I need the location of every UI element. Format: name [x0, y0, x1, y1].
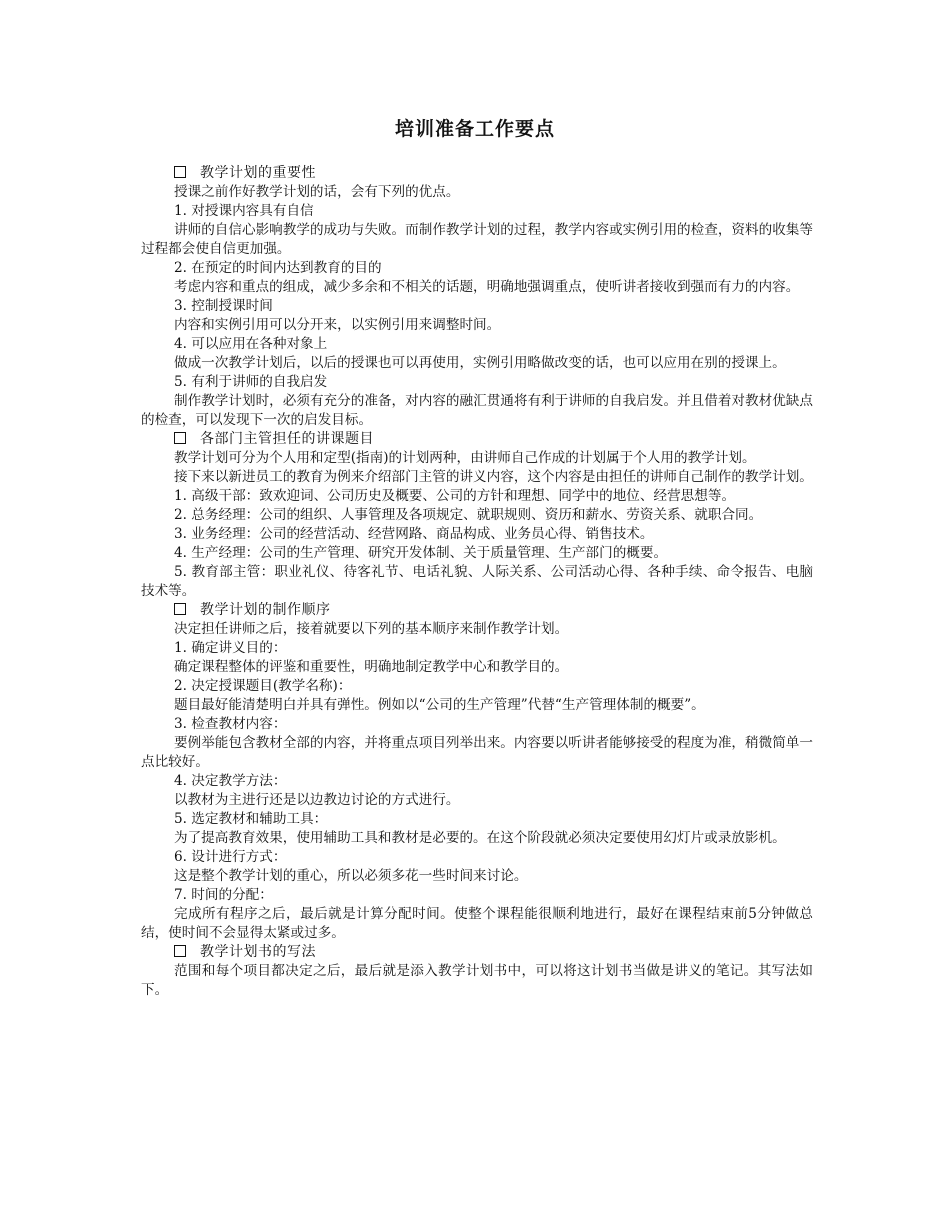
document-body: [141, 164, 813, 1000]
body-paragraph: 1. 对授课内容具有自信: [174, 203, 314, 219]
body-paragraph: 5. 有利于讲师的自我启发: [174, 374, 328, 390]
body-paragraph: 题目最好能清楚明白并具有弹性。例如以“公司的生产管理”代替“生产管理体制的概要”。: [174, 697, 705, 713]
body-paragraph: 这是整个教学计划的重心，所以必须多花一些时间来讨论。: [174, 868, 528, 884]
checkbox-bullet-icon: [174, 945, 186, 957]
body-paragraph: 完成所有程序之后，最后就是计算分配时间。使整个课程能很顺利地进行，最好在课程结束前5分钟做总结，使时间不会显得太紧或过多。: [141, 906, 813, 941]
body-paragraph: 确定课程整体的评鉴和重要性，明确地制定教学中心和教学目的。: [174, 659, 569, 675]
body-paragraph: 决定担任讲师之后，接着就要以下列的基本顺序来制作教学计划。: [174, 621, 569, 637]
body-paragraph: 4. 决定教学方法：: [174, 773, 287, 789]
body-paragraph: 要例举能包含教材全部的内容，并将重点项目列举出来。内容要以听讲者能够接受的程度为准，稍微简单一点比较好。: [141, 735, 813, 770]
body-paragraph: 范围和每个项目都决定之后，最后就是添入教学计划书中，可以将这计划书当做是讲义的笔记。其写法如下。: [141, 963, 813, 998]
checkbox-bullet-icon: [174, 603, 186, 615]
section-heading-text: 教学计划书的写法: [200, 944, 316, 960]
section-heading-text: 教学计划的制作顺序: [200, 602, 331, 618]
body-paragraph: 以教材为主进行还是以边教边讨论的方式进行。: [174, 792, 460, 808]
section-heading: [141, 601, 813, 620]
body-paragraph: 教学计划可分为个人用和定型(指南)的计划两种，由讲师自己作成的计划属于个人用的教学计划。: [174, 450, 756, 466]
section-heading: [141, 430, 813, 449]
document-title: 培训准备工作要点: [394, 118, 555, 140]
body-paragraph: 4. 可以应用在各种对象上: [174, 336, 328, 352]
body-paragraph: 4. 生产经理：公司的生产管理、研究开发体制、关于质量管理、生产部门的概要。: [174, 545, 668, 561]
body-paragraph: 3. 检查教材内容：: [174, 716, 287, 732]
checkbox-bullet-icon: [174, 166, 186, 178]
body-paragraph: 接下来以新进员工的教育为例来介绍部门主管的讲义内容，这个内容是由担任的讲师自己制作的教学计划。: [174, 469, 813, 485]
body-paragraph: 1. 确定讲义目的：: [174, 640, 287, 656]
section-heading: [141, 164, 813, 183]
body-paragraph: 3. 控制授课时间: [174, 298, 273, 314]
section-heading: [141, 943, 813, 962]
section-heading-text: 各部门主管担任的讲课题目: [200, 431, 374, 447]
body-paragraph: 内容和实例引用可以分开来，以实例引用来调整时间。: [174, 317, 501, 333]
section-heading-text: 教学计划的重要性: [200, 165, 316, 181]
body-paragraph: 2. 决定授课题目(教学名称)：: [174, 678, 352, 694]
body-paragraph: 5. 教育部主管：职业礼仪、待客礼节、电话礼貌、人际关系、公司活动心得、各种手续、命令报告、电脑技术等。: [141, 564, 813, 599]
checkbox-bullet-icon: [174, 432, 186, 444]
body-paragraph: 1. 高级干部：致欢迎词、公司历史及概要、公司的方针和理想、同学中的地位、经营思想等。: [174, 488, 736, 504]
body-paragraph: 3. 业务经理：公司的经营活动、经营网路、商品构成、业务员心得、销售技术。: [174, 526, 654, 542]
body-paragraph: 制作教学计划时，必须有充分的准备，对内容的融汇贯通将有利于讲师的自我启发。并且借着对教材优缺点的检查，可以发现下一次的启发目标。: [141, 393, 813, 428]
body-paragraph: 2. 总务经理：公司的组织、人事管理及各项规定、就职规则、资历和薪水、劳资关系、就职合同。: [174, 507, 763, 523]
body-paragraph: 为了提高教育效果，使用辅助工具和教材是必要的。在这个阶段就必须决定要使用幻灯片或录放影机。: [174, 830, 786, 846]
body-paragraph: 授课之前作好教学计划的话，会有下列的优点。: [174, 184, 460, 200]
body-paragraph: 考虑内容和重点的组成，减少多余和不相关的话题，明确地强调重点，使听讲者接收到强而有力的内容。: [174, 279, 800, 295]
body-paragraph: 5. 选定教材和辅助工具：: [174, 811, 328, 827]
body-paragraph: 讲师的自信心影响教学的成功与失败。而制作教学计划的过程，教学内容或实例引用的检查，资料的收集等过程都会使自信更加强。: [141, 222, 813, 257]
body-paragraph: 7. 时间的分配：: [174, 887, 273, 903]
body-paragraph: 6. 设计进行方式：: [174, 849, 287, 865]
body-paragraph: 做成一次教学计划后，以后的授课也可以再使用，实例引用略做改变的话，也可以应用在别的授课上。: [174, 355, 786, 371]
body-paragraph: 2. 在预定的时间内达到教育的目的: [174, 260, 382, 276]
